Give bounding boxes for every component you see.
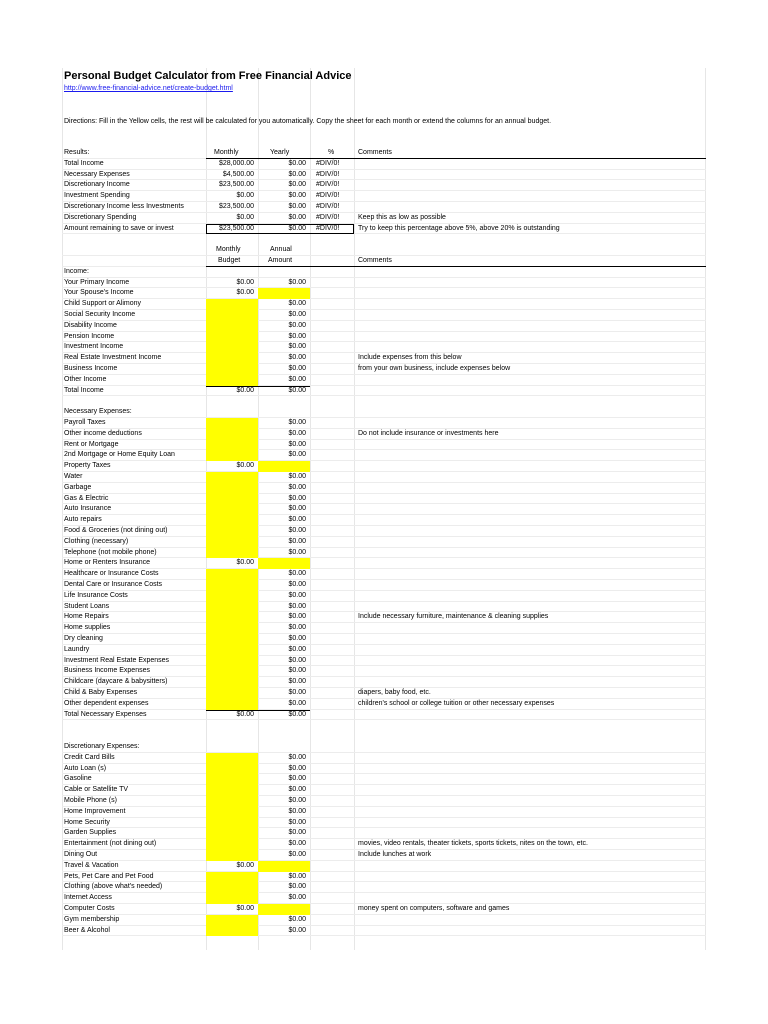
monthly-input-cell[interactable]: [206, 872, 258, 883]
income-annual: $0.00: [288, 365, 306, 372]
income-label: Your Spouse's Income: [64, 289, 134, 297]
result-monthly: $0.00: [236, 192, 254, 200]
necessary-annual: $0.00: [288, 624, 306, 632]
annual-amount-header: Annual: [270, 246, 292, 254]
results-row: [62, 180, 706, 191]
income-label: Business Income: [64, 365, 118, 372]
necessary-label: Clothing (necessary): [64, 537, 129, 545]
necessary-label: Dental Care or Insurance Costs: [64, 581, 163, 588]
total-line: [206, 386, 310, 387]
income-label: Your Primary Income: [64, 278, 130, 286]
income-row: [62, 299, 706, 310]
results-row: [62, 159, 706, 170]
discretionary-row: [62, 893, 706, 904]
necessary-row: [62, 688, 706, 699]
monthly-input-cell[interactable]: [206, 548, 258, 559]
annual-input-cell[interactable]: [258, 861, 310, 872]
monthly-input-cell[interactable]: [206, 450, 258, 461]
results-header-row: [62, 148, 706, 159]
income-total-annual: $0.00: [288, 386, 306, 394]
necessary-label: Garbage: [64, 483, 92, 491]
income-row: [62, 342, 706, 353]
discretionary-row: [62, 774, 706, 785]
discretionary-label: Cable or Satellite TV: [64, 786, 129, 794]
discretionary-title-row: [62, 742, 706, 753]
necessary-label: Childcare (daycare & babysitters): [64, 678, 168, 686]
necessary-label: Investment Real Estate Expenses: [64, 656, 170, 664]
discretionary-label: Home Improvement: [64, 807, 126, 815]
discretionary-annual: $0.00: [288, 851, 306, 858]
discretionary-row: [62, 872, 706, 883]
results-row: [62, 213, 706, 224]
necessary-row: [62, 461, 706, 472]
discretionary-row: [62, 850, 706, 861]
necessary-annual: $0.00: [288, 527, 306, 534]
monthly-input-cell[interactable]: [206, 537, 258, 548]
comments-header: Comments: [358, 149, 392, 156]
result-monthly: $23,500.00: [218, 224, 254, 232]
necessary-row: [62, 580, 706, 591]
yearly-header: Yearly: [270, 149, 290, 156]
income-annual: $0.00: [288, 311, 306, 318]
necessary-annual: $0.00: [288, 635, 306, 642]
monthly-budget-header-2: Budget: [218, 257, 241, 264]
results-row: [62, 170, 706, 181]
necessary-label: Payroll Taxes: [64, 419, 106, 426]
results-label: Results:: [64, 149, 90, 156]
budget-header-row: [62, 245, 706, 256]
monthly-header: Monthly: [214, 149, 239, 156]
necessary-annual: $0.00: [288, 548, 306, 556]
necessary-row: [62, 569, 706, 580]
monthly-input-cell[interactable]: [206, 839, 258, 850]
necessary-row: [62, 623, 706, 634]
monthly-input-cell[interactable]: [206, 526, 258, 537]
necessary-annual: $0.00: [288, 419, 306, 426]
monthly-input-cell[interactable]: [206, 429, 258, 440]
necessary-row: [62, 494, 706, 505]
necessary-row: [62, 677, 706, 688]
income-annual: $0.00: [288, 375, 306, 383]
income-annual: $0.00: [288, 300, 306, 308]
discretionary-label: Internet Access: [64, 894, 112, 902]
monthly-input-cell[interactable]: [206, 666, 258, 677]
discretionary-row: [62, 839, 706, 850]
monthly-input-cell[interactable]: [206, 310, 258, 321]
monthly-input-cell[interactable]: [206, 774, 258, 785]
monthly-input-cell[interactable]: [206, 807, 258, 818]
monthly-input-cell[interactable]: [206, 785, 258, 796]
necessary-annual: $0.00: [288, 689, 306, 696]
income-total-label: Total Income: [64, 386, 104, 394]
necessary-annual: $0.00: [288, 494, 306, 502]
discretionary-row: [62, 785, 706, 796]
discretionary-comment: Include lunches at work: [358, 851, 432, 858]
necessary-label: Auto repairs: [64, 516, 102, 524]
necessary-annual: $0.00: [288, 678, 306, 686]
income-label: Disability Income: [64, 321, 117, 329]
result-yearly: $0.00: [288, 170, 306, 178]
result-monthly: $4,500.00: [222, 170, 254, 178]
result-monthly: $0.00: [236, 213, 254, 221]
discretionary-label: Gasoline: [64, 775, 92, 783]
income-label: Child Support or Alimony: [64, 300, 142, 308]
directions-text: Directions: Fill in the Yellow cells, the rest will be calculated for you automatically. Copy the sheet for each month or extend the columns for an annual budget.: [64, 118, 552, 125]
monthly-input-cell[interactable]: [206, 688, 258, 699]
monthly-input-cell[interactable]: [206, 850, 258, 861]
result-pct: #DIV/0!: [316, 224, 340, 232]
results-row: [62, 202, 706, 213]
discretionary-row: [62, 753, 706, 764]
necessary-annual: $0.00: [288, 429, 306, 437]
necessary-annual: $0.00: [288, 667, 306, 675]
discretionary-annual: $0.00: [288, 883, 306, 891]
income-annual: $0.00: [288, 321, 306, 329]
income-label: Social Security Income: [64, 311, 136, 318]
necessary-total-monthly: $0.00: [236, 710, 254, 718]
monthly-input-cell[interactable]: [206, 612, 258, 623]
result-yearly: $0.00: [288, 181, 306, 189]
income-annual: $0.00: [288, 354, 306, 362]
discretionary-annual: $0.00: [288, 915, 306, 923]
budget-header-row-2: [62, 256, 706, 267]
monthly-input-cell[interactable]: [206, 332, 258, 343]
income-row: [62, 310, 706, 321]
necessary-comment: children's school or college tuition or other necessary expenses: [358, 699, 555, 707]
result-label: Discretionary Spending: [64, 213, 137, 221]
discretionary-label: Pets, Pet Care and Pet Food: [64, 872, 154, 880]
necessary-annual: $0.00: [288, 473, 306, 480]
monthly-input-cell[interactable]: [206, 699, 258, 710]
income-annual: $0.00: [288, 332, 306, 340]
income-annual: $0.00: [288, 278, 306, 286]
necessary-row: [62, 504, 706, 515]
discretionary-row: [62, 828, 706, 839]
result-yearly: $0.00: [288, 203, 306, 210]
result-monthly: $23,500.00: [218, 203, 254, 210]
result-comment: Keep this as low as possible: [358, 213, 446, 221]
necessary-monthly: $0.00: [236, 462, 254, 470]
income-monthly: $0.00: [236, 289, 254, 297]
necessary-label: 2nd Mortgage or Home Equity Loan: [64, 451, 175, 459]
discretionary-row: [62, 796, 706, 807]
necessary-comment: Include necessary furniture, maintenance & cleaning supplies: [358, 613, 549, 621]
discretionary-annual: $0.00: [288, 797, 306, 804]
necessary-row: [62, 483, 706, 494]
result-label: Discretionary Income less Investments: [64, 203, 184, 210]
result-monthly: $23,500.00: [218, 181, 254, 189]
income-row: [62, 364, 706, 375]
total-line: [206, 710, 310, 711]
discretionary-label: Beer & Alcohol: [64, 926, 110, 934]
monthly-input-cell[interactable]: [206, 375, 258, 386]
income-label: Pension Income: [64, 332, 115, 340]
income-total-monthly: $0.00: [236, 386, 254, 394]
necessary-label: Gas & Electric: [64, 494, 109, 502]
result-comment: Try to keep this percentage above 5%, above 20% is outstanding: [358, 224, 560, 232]
highlight-box: [206, 224, 354, 235]
discretionary-label: Clothing (above what's needed): [64, 883, 163, 891]
necessary-comment: diapers, baby food, etc.: [358, 689, 431, 696]
necessary-label: Student Loans: [64, 602, 110, 610]
necessary-annual: $0.00: [288, 613, 306, 621]
discretionary-row: [62, 818, 706, 829]
discretionary-label: Travel & Vacation: [64, 861, 119, 869]
discretionary-label: Entertainment (not dining out): [64, 840, 157, 848]
necessary-row: [62, 450, 706, 461]
budget-comments-header: Comments: [358, 257, 392, 264]
necessary-label: Food & Groceries (not dining out): [64, 527, 168, 534]
monthly-input-cell[interactable]: [206, 796, 258, 807]
necessary-annual: $0.00: [288, 645, 306, 653]
results-row: [62, 191, 706, 202]
discretionary-label: Credit Card Bills: [64, 753, 115, 761]
discretionary-label: Garden Supplies: [64, 829, 117, 837]
discretionary-annual: $0.00: [288, 807, 306, 815]
monthly-input-cell[interactable]: [206, 645, 258, 656]
necessary-comment: Do not include insurance or investments here: [358, 429, 499, 437]
income-title-row: [62, 267, 706, 278]
necessary-label: Home supplies: [64, 624, 111, 632]
necessary-label: Home or Renters Insurance: [64, 559, 150, 567]
income-row: [62, 321, 706, 332]
necessary-row: [62, 645, 706, 656]
income-monthly: $0.00: [236, 278, 254, 286]
result-yearly: $0.00: [288, 224, 306, 232]
discretionary-annual: $0.00: [288, 894, 306, 902]
monthly-input-cell[interactable]: [206, 580, 258, 591]
income-label: Other Income: [64, 375, 107, 383]
result-label: Discretionary Income: [64, 181, 130, 189]
necessary-total-row: [62, 710, 706, 721]
necessary-row: [62, 666, 706, 677]
result-yearly: $0.00: [288, 213, 306, 221]
income-annual: $0.00: [288, 343, 306, 351]
income-comment: from your own business, include expenses below: [358, 365, 511, 372]
necessary-row: [62, 515, 706, 526]
discretionary-label: Computer Costs: [64, 905, 115, 912]
monthly-input-cell[interactable]: [206, 926, 258, 937]
monthly-input-cell[interactable]: [206, 882, 258, 893]
monthly-input-cell[interactable]: [206, 677, 258, 688]
necessary-annual: $0.00: [288, 570, 306, 578]
necessary-annual: $0.00: [288, 483, 306, 491]
monthly-input-cell[interactable]: [206, 569, 258, 580]
monthly-input-cell[interactable]: [206, 353, 258, 364]
monthly-input-cell[interactable]: [206, 472, 258, 483]
result-pct: #DIV/0!: [316, 192, 340, 200]
necessary-row: [62, 612, 706, 623]
result-monthly: $28,000.00: [218, 159, 254, 167]
monthly-input-cell[interactable]: [206, 483, 258, 494]
sheet-title: Personal Budget Calculator from Free Financial Advice: [64, 70, 352, 82]
income-row: [62, 353, 706, 364]
necessary-row: [62, 472, 706, 483]
monthly-budget-header: Monthly: [216, 246, 241, 254]
discretionary-section-title: Discretionary Expenses:: [64, 743, 140, 750]
income-total-row: [62, 386, 706, 397]
annual-input-cell[interactable]: [258, 904, 310, 915]
monthly-input-cell[interactable]: [206, 504, 258, 515]
necessary-row: [62, 634, 706, 645]
monthly-input-cell[interactable]: [206, 494, 258, 505]
annual-input-cell[interactable]: [258, 288, 310, 299]
monthly-input-cell[interactable]: [206, 342, 258, 353]
monthly-input-cell[interactable]: [206, 623, 258, 634]
necessary-title-row: [62, 407, 706, 418]
monthly-input-cell[interactable]: [206, 591, 258, 602]
necessary-row: [62, 418, 706, 429]
income-row: [62, 288, 706, 299]
necessary-annual: $0.00: [288, 516, 306, 524]
necessary-annual: $0.00: [288, 505, 306, 513]
necessary-label: Life Insurance Costs: [64, 591, 128, 599]
necessary-label: Child & Baby Expenses: [64, 689, 138, 696]
monthly-input-cell[interactable]: [206, 818, 258, 829]
discretionary-monthly: $0.00: [236, 861, 254, 869]
result-label: Amount remaining to save or invest: [64, 224, 174, 232]
spreadsheet: [62, 68, 706, 950]
annual-input-cell[interactable]: [258, 461, 310, 472]
result-label: Total Income: [64, 159, 104, 167]
annual-input-cell[interactable]: [258, 558, 310, 569]
monthly-input-cell[interactable]: [206, 440, 258, 451]
discretionary-annual: $0.00: [288, 764, 306, 772]
annual-amount-header-2: Amount: [268, 257, 293, 264]
necessary-annual: $0.00: [288, 537, 306, 545]
necessary-row: [62, 558, 706, 569]
monthly-input-cell[interactable]: [206, 515, 258, 526]
discretionary-annual: $0.00: [288, 829, 306, 837]
necessary-row: [62, 526, 706, 537]
discretionary-annual: $0.00: [288, 753, 306, 761]
necessary-row: [62, 548, 706, 559]
necessary-row: [62, 591, 706, 602]
discretionary-annual: $0.00: [288, 840, 306, 848]
discretionary-row: [62, 807, 706, 818]
monthly-input-cell[interactable]: [206, 602, 258, 613]
income-row: [62, 278, 706, 289]
monthly-input-cell[interactable]: [206, 893, 258, 904]
discretionary-annual: $0.00: [288, 786, 306, 794]
necessary-annual: $0.00: [288, 656, 306, 664]
necessary-row: [62, 440, 706, 451]
necessary-annual: $0.00: [288, 602, 306, 610]
income-label: Investment Income: [64, 343, 124, 351]
monthly-input-cell[interactable]: [206, 634, 258, 645]
necessary-label: Auto Insurance: [64, 505, 112, 513]
income-section-title: Income:: [64, 267, 89, 275]
income-row: [62, 332, 706, 343]
discretionary-label: Dining Out: [64, 851, 98, 858]
necessary-annual: $0.00: [288, 591, 306, 599]
result-yearly: $0.00: [288, 159, 306, 167]
necessary-label: Telephone (not mobile phone): [64, 548, 157, 556]
result-label: Investment Spending: [64, 192, 130, 200]
necessary-label: Other dependent expenses: [64, 699, 149, 707]
discretionary-comment: movies, video rentals, theater tickets, sports tickets, nites on the town, etc.: [358, 840, 588, 848]
discretionary-label: Gym membership: [64, 915, 120, 923]
discretionary-row: [62, 915, 706, 926]
discretionary-annual: $0.00: [288, 872, 306, 880]
monthly-input-cell[interactable]: [206, 321, 258, 332]
income-row: [62, 375, 706, 386]
result-pct: #DIV/0!: [316, 203, 340, 210]
necessary-row: [62, 656, 706, 667]
discretionary-row: [62, 861, 706, 872]
necessary-label: Healthcare or Insurance Costs: [64, 570, 159, 578]
necessary-section-title: Necessary Expenses:: [64, 408, 132, 416]
discretionary-comment: money spent on computers, software and games: [358, 905, 510, 912]
monthly-input-cell[interactable]: [206, 299, 258, 310]
result-pct: #DIV/0!: [316, 170, 340, 178]
necessary-label: Home Repairs: [64, 613, 109, 621]
monthly-input-cell[interactable]: [206, 764, 258, 775]
necessary-annual: $0.00: [288, 581, 306, 588]
necessary-row: [62, 602, 706, 613]
income-label: Real Estate Investment Income: [64, 354, 162, 362]
discretionary-annual: $0.00: [288, 775, 306, 783]
discretionary-label: Home Security: [64, 818, 110, 826]
necessary-row: [62, 699, 706, 710]
result-yearly: $0.00: [288, 192, 306, 200]
monthly-input-cell[interactable]: [206, 656, 258, 667]
discretionary-label: Auto Loan (s): [64, 764, 107, 772]
necessary-annual: $0.00: [288, 699, 306, 707]
monthly-input-cell[interactable]: [206, 418, 258, 429]
monthly-input-cell[interactable]: [206, 828, 258, 839]
necessary-label: Dry cleaning: [64, 635, 103, 642]
necessary-label: Business Income Expenses: [64, 667, 150, 675]
necessary-label: Water: [64, 473, 83, 480]
necessary-label: Rent or Mortgage: [64, 440, 119, 448]
discretionary-row: [62, 764, 706, 775]
results-row: [62, 224, 706, 235]
discretionary-annual: $0.00: [288, 818, 306, 826]
result-label: Necessary Expenses: [64, 170, 130, 178]
discretionary-label: Mobile Phone (s): [64, 797, 117, 804]
necessary-label: Other income deductions: [64, 429, 142, 437]
discretionary-row: [62, 926, 706, 937]
necessary-annual: $0.00: [288, 451, 306, 459]
necessary-total-label: Total Necessary Expenses: [64, 710, 147, 718]
source-link[interactable]: http://www.free-financial-advice.net/create-budget.html: [64, 85, 233, 92]
necessary-row: [62, 429, 706, 440]
necessary-annual: $0.00: [288, 440, 306, 448]
income-comment: Include expenses from this below: [358, 354, 462, 362]
monthly-input-cell[interactable]: [206, 915, 258, 926]
monthly-input-cell[interactable]: [206, 753, 258, 764]
necessary-total-annual: $0.00: [288, 710, 306, 718]
pct-header: %: [328, 149, 335, 156]
discretionary-row: [62, 904, 706, 915]
discretionary-annual: $0.00: [288, 926, 306, 934]
necessary-label: Property Taxes: [64, 462, 111, 470]
result-pct: #DIV/0!: [316, 159, 340, 167]
discretionary-monthly: $0.00: [236, 905, 254, 912]
result-pct: #DIV/0!: [316, 181, 340, 189]
necessary-monthly: $0.00: [236, 559, 254, 567]
result-pct: #DIV/0!: [316, 213, 340, 221]
monthly-input-cell[interactable]: [206, 364, 258, 375]
necessary-row: [62, 537, 706, 548]
discretionary-row: [62, 882, 706, 893]
necessary-label: Laundry: [64, 645, 90, 653]
